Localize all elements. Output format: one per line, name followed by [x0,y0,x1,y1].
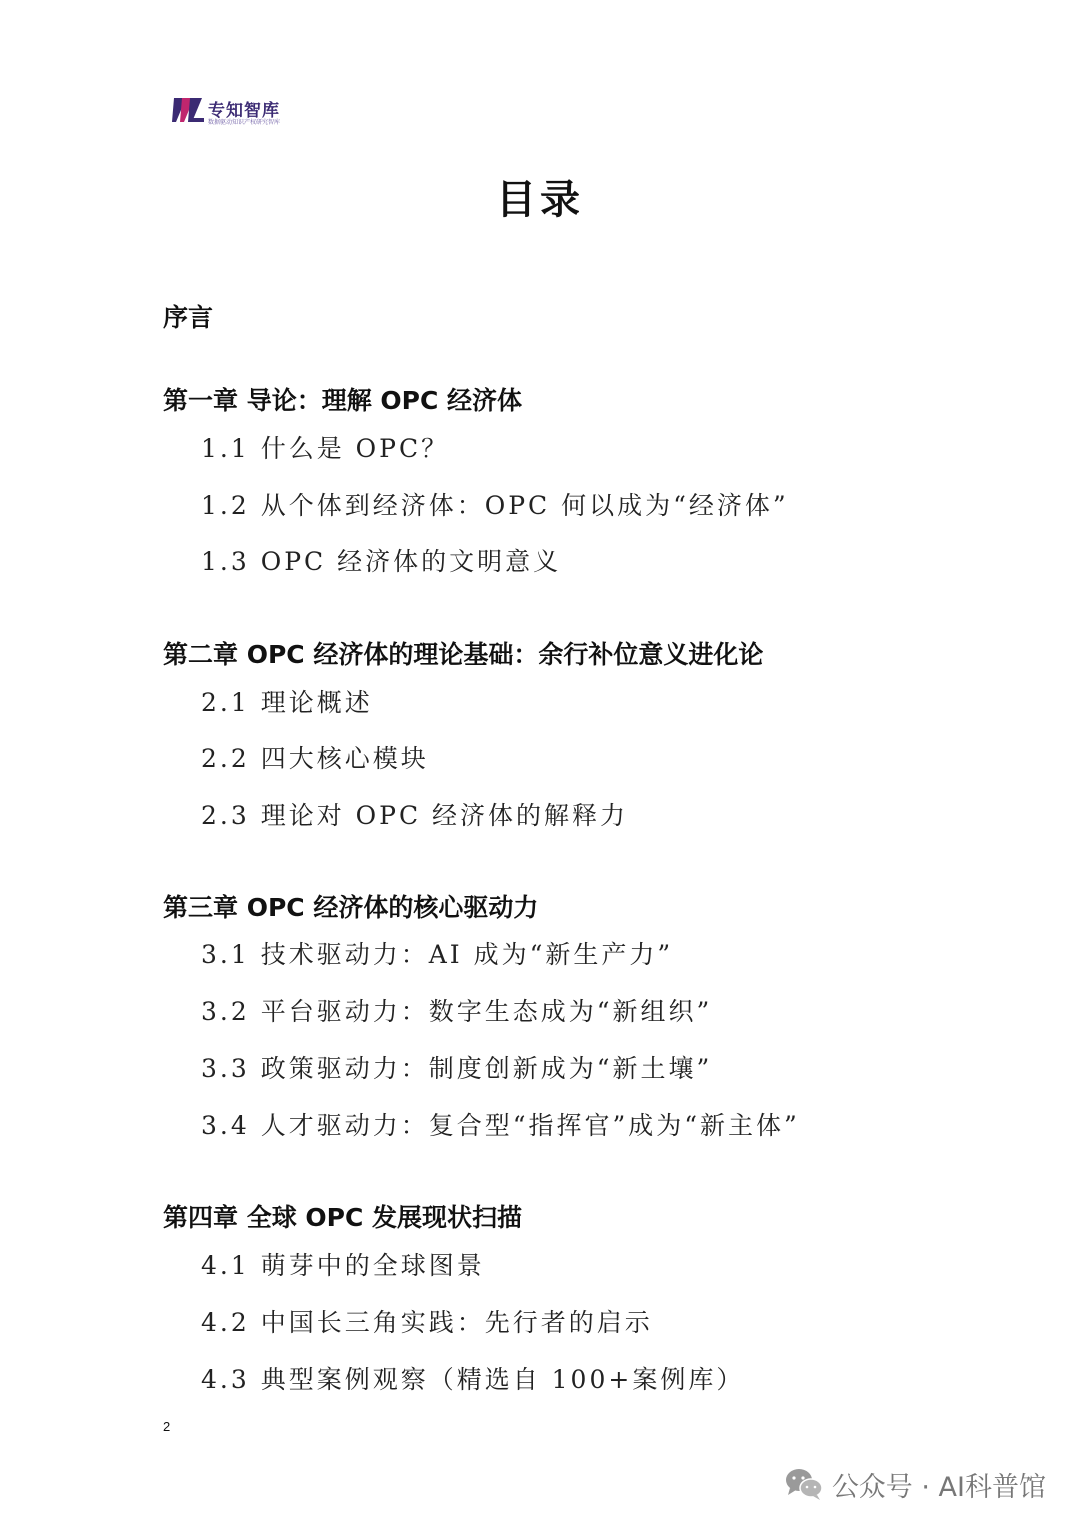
toc-section-1-3[interactable]: 1.3 OPC 经济体的文明意义 [201,547,562,576]
watermark-text: 公众号 · AI科普馆 [831,1471,1046,1503]
wechat-icon [784,1466,824,1502]
toc-section-1-2[interactable]: 1.2 从个体到经济体：OPC 何以成为“经济体” [201,491,789,520]
toc-section-3-4[interactable]: 3.4 人才驱动力：复合型“指挥官”成为“新主体” [201,1111,800,1140]
toc-chapter-4[interactable]: 第四章 全球 OPC 发展现状扫描 [163,1203,523,1232]
toc-section-2-2[interactable]: 2.2 四大核心模块 [201,744,429,773]
toc-chapter-3[interactable]: 第三章 OPC 经济体的核心驱动力 [163,893,539,922]
toc-section-3-3[interactable]: 3.3 政策驱动力：制度创新成为“新土壤” [201,1054,713,1083]
toc-section-3-2[interactable]: 3.2 平台驱动力：数字生态成为“新组织” [201,997,713,1026]
toc-chapter-1[interactable]: 第一章 导论：理解 OPC 经济体 [163,386,523,415]
toc-section-2-3[interactable]: 2.3 理论对 OPC 经济体的解释力 [201,801,629,830]
page-number: 2 [163,1419,171,1434]
watermark [784,1464,1046,1504]
toc-section-4-3[interactable]: 4.3 典型案例观察（精选自 100+案例库） [201,1365,745,1394]
page-title: 目录 [496,177,584,223]
logo-tagline: 数据驱动知识产权研究智库 [208,119,281,126]
toc-section-2-1[interactable]: 2.1 理论概述 [201,688,373,717]
toc-preface[interactable]: 序言 [163,303,214,332]
toc-section-3-1[interactable]: 3.1 技术驱动力：AI 成为“新生产力” [201,940,674,969]
toc-section-4-1[interactable]: 4.1 萌芽中的全球图景 [201,1251,485,1280]
toc-section-4-2[interactable]: 4.2 中国长三角实践：先行者的启示 [201,1308,653,1337]
logo-name: 专知智库 [208,101,280,121]
toc-section-1-1[interactable]: 1.1 什么是 OPC？ [201,434,450,463]
toc-chapter-2[interactable]: 第二章 OPC 经济体的理论基础：余行补位意义进化论 [163,640,764,669]
